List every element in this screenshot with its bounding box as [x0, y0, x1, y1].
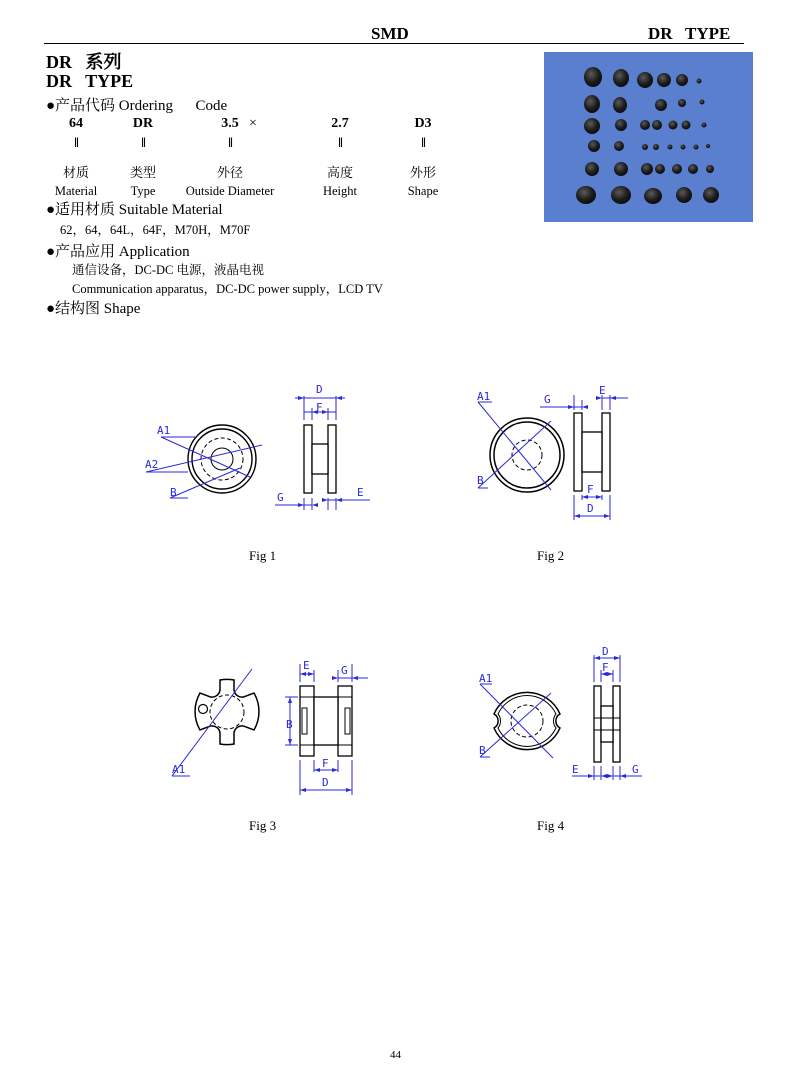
code-value: 2.7 — [331, 116, 349, 131]
fig4-label-e: E — [572, 763, 579, 776]
page-number: 44 — [390, 1049, 401, 1061]
title-cn: DR 系列 — [46, 52, 122, 72]
code-separator: ‖ — [141, 136, 145, 151]
code-label-cn: 高度 — [326, 165, 353, 180]
product-photo-image — [544, 52, 753, 222]
fig1-label-d: D — [316, 383, 323, 396]
code-label-en: Shape — [407, 184, 439, 198]
fig4-label-f: F — [602, 661, 609, 674]
fig2-label-g: G — [544, 393, 551, 406]
header-center: SMD — [371, 24, 409, 43]
application-cn: 通信设备，DC-DC 电源，液晶电视 — [72, 263, 265, 277]
figure-4-drawing — [470, 640, 645, 785]
fig3-label-e: E — [303, 659, 310, 672]
code-separator: ‖ — [228, 136, 232, 151]
fig4-label-d: D — [602, 645, 609, 658]
code-label-en: Outside Diameter — [185, 184, 275, 198]
application-en: Communication apparatus，DC-DC power supply，LCD TV — [72, 282, 383, 296]
fig3-label-g: G — [341, 664, 348, 677]
code-label-en: Material — [54, 184, 98, 198]
fig4-label-a1: A1 — [479, 672, 493, 685]
figure-2-drawing — [470, 380, 640, 525]
code-value: 3.5 — [221, 116, 239, 131]
figure-3-drawing — [165, 655, 380, 800]
material-list: 62，64，64L，64F，M70H，M70F — [60, 223, 251, 237]
code-times — [233, 116, 273, 138]
fig3-label-d: D — [322, 776, 329, 789]
shape-heading: ●结构图 Shape — [46, 301, 141, 317]
ordering-code-table — [44, 116, 464, 196]
fig1-label-a1: A1 — [157, 424, 171, 437]
fig1-label-g: G — [277, 491, 284, 504]
fig1-label-b: B — [170, 486, 177, 499]
fig3-label-f: F — [322, 757, 329, 770]
fig2-label-b: B — [477, 474, 484, 487]
header-rule — [44, 43, 744, 44]
fig4-label-g: G — [632, 763, 639, 776]
code-label-en: Type — [130, 184, 156, 198]
fig3-label-a1: A1 — [172, 763, 186, 776]
material-heading: ●适用材质 Suitable Material — [46, 202, 223, 218]
code-value: DR — [132, 116, 154, 131]
application-heading: ●产品应用 Application — [46, 244, 190, 260]
fig3-label-b: B — [286, 718, 293, 731]
code-shape — [363, 116, 483, 199]
fig2-caption: Fig 2 — [537, 548, 565, 563]
product-photo — [544, 52, 753, 222]
code-separator: ‖ — [421, 136, 425, 151]
fig2-label-d: D — [587, 502, 594, 515]
fig4-caption: Fig 4 — [537, 818, 565, 833]
code-label-en: Height — [322, 184, 358, 198]
figure-1-drawing — [140, 375, 380, 520]
fig1-label-e: E — [357, 486, 364, 499]
fig1-caption: Fig 1 — [249, 548, 277, 563]
code-value: × — [249, 116, 257, 131]
fig2-label-a1: A1 — [477, 390, 491, 403]
fig2-label-e: E — [599, 384, 606, 397]
fig4-label-b: B — [479, 744, 486, 757]
fig3-caption: Fig 3 — [249, 818, 277, 833]
fig1-label-f: F — [316, 401, 323, 414]
code-separator: ‖ — [74, 136, 78, 151]
fig1-label-a2: A2 — [145, 458, 159, 471]
code-value: 64 — [69, 116, 83, 131]
code-label-cn: 外形 — [409, 165, 436, 180]
fig2-label-f: F — [587, 483, 594, 496]
ordering-heading: ●产品代码 Ordering Code — [46, 98, 228, 114]
title-en: DR TYPE — [46, 71, 134, 91]
code-label-cn: 类型 — [129, 165, 156, 180]
code-label-cn: 材质 — [62, 165, 89, 180]
header-right: DR TYPE — [648, 24, 731, 43]
code-separator: ‖ — [338, 136, 342, 151]
code-label-cn: 外径 — [216, 165, 243, 180]
code-value: D3 — [414, 116, 432, 131]
